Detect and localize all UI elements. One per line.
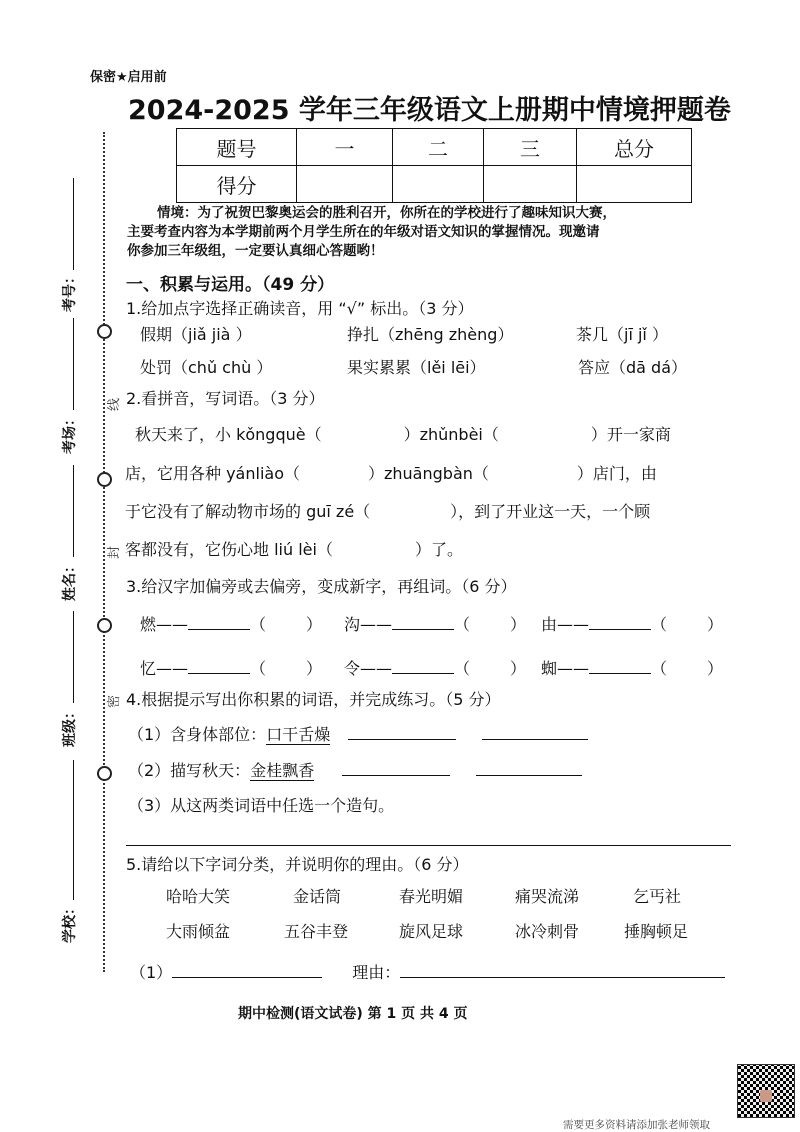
binding-word: 线 xyxy=(107,397,123,412)
qr-avatar-icon xyxy=(760,1090,772,1102)
score-input-cell[interactable] xyxy=(577,166,692,203)
radical-item: 沟—— （ ） xyxy=(344,615,527,634)
text: （1） xyxy=(130,963,173,982)
context-line: 你参加三年级组，一定要认真细心答题哟！ xyxy=(127,243,384,259)
text: ），到了开业这一天，一个顾 xyxy=(450,502,651,521)
score-input-cell[interactable] xyxy=(393,166,484,203)
text: ）开一家商 xyxy=(590,425,671,444)
score-cell: 一 xyxy=(297,129,393,166)
answer-blank[interactable] xyxy=(188,673,250,674)
word-item: 乞丐社 xyxy=(633,887,682,906)
page-title: 2024-2025 学年三年级语文上册期中情境押题卷 xyxy=(128,95,731,126)
question-3-stem: 3.给汉字加偏旁或去偏旁，变成新字，再组词。（6 分） xyxy=(126,577,517,596)
score-cell: 三 xyxy=(484,129,577,166)
text: 理由： xyxy=(352,963,401,982)
text: 于它没有了解动物市场的 guī zé（ xyxy=(125,502,371,521)
answer-blank[interactable] xyxy=(342,775,450,776)
word-item: 金话筒 xyxy=(293,887,342,906)
question-4-part1 xyxy=(128,722,588,745)
answer-blank[interactable] xyxy=(400,977,725,978)
answer-blank[interactable] xyxy=(589,629,651,630)
text: ）zhǔnbèi（ xyxy=(403,425,499,444)
binding-hole xyxy=(97,324,112,339)
radical-item: 令—— （ ） xyxy=(344,659,527,678)
binding-hole xyxy=(97,766,112,781)
answer-blank[interactable] xyxy=(172,977,322,978)
section-title: 一、积累与运用。（49 分） xyxy=(126,275,335,295)
watermark: 需要更多资料请添加张老师领取 xyxy=(563,1119,710,1131)
answer-blank[interactable] xyxy=(348,739,456,740)
example-word: 口干舌燥 xyxy=(266,725,331,744)
text: 店，它用各种 yánliào（ xyxy=(125,464,300,483)
name-input[interactable] xyxy=(73,465,74,557)
question-4-stem: 4.根据提示写出你积累的词语，并完成练习。（5 分） xyxy=(126,690,501,709)
sentence-answer-line[interactable] xyxy=(126,845,731,846)
score-cell: 题号 xyxy=(177,129,297,166)
question-2-stem: 2.看拼音，写词语。（3 分） xyxy=(126,389,325,408)
pinyin-option[interactable]: 果实累累（lěi lēi） xyxy=(347,358,486,377)
text: 客都没有，它伤心地 liú lèi（ xyxy=(125,540,333,559)
answer-blank[interactable] xyxy=(482,739,588,740)
binding-hole xyxy=(97,472,112,487)
school-label: 学校： xyxy=(62,901,78,943)
question-4-part2 xyxy=(128,758,582,781)
question-2-line xyxy=(135,422,671,445)
word-item: 哈哈大笑 xyxy=(166,887,231,906)
text: ）店门，由 xyxy=(576,464,657,483)
question-1-stem: 1.给加点字选择正确读音，用 “√” 标出。（3 分） xyxy=(126,299,474,318)
text: ）zhuāngbàn（ xyxy=(368,464,489,483)
page-footer: 期中检测(语文试卷) 第 1 页 共 4 页 xyxy=(238,1006,468,1022)
confidential-label: 保密★启用前 xyxy=(90,70,167,85)
score-header-row xyxy=(177,129,692,166)
char: 蜘 xyxy=(541,659,558,678)
exam-room-label: 考场： xyxy=(62,412,78,454)
answer-blank[interactable] xyxy=(589,673,651,674)
pinyin-option[interactable]: 茶几（jī jǐ ） xyxy=(576,325,668,344)
score-cell: 总分 xyxy=(577,129,692,166)
radical-item: 蜘—— （ ） xyxy=(541,659,724,678)
exam-room-input[interactable] xyxy=(73,318,74,410)
answer-blank[interactable] xyxy=(476,775,582,776)
word-item: 旋风足球 xyxy=(399,922,464,941)
answer-blank[interactable] xyxy=(188,629,250,630)
char: 由 xyxy=(541,615,558,634)
char: 忆 xyxy=(140,659,157,678)
score-input-cell[interactable] xyxy=(484,166,577,203)
school-input[interactable] xyxy=(73,760,74,900)
score-value-row xyxy=(177,166,692,203)
answer-blank[interactable] xyxy=(392,629,454,630)
char: 令 xyxy=(344,659,361,678)
pinyin-option[interactable]: 挣扎（zhēng zhèng） xyxy=(347,325,514,344)
name-label: 姓名： xyxy=(62,559,78,601)
word-item: 五谷丰登 xyxy=(284,922,349,941)
text: （1）含身体部位： xyxy=(128,725,267,744)
score-input-cell[interactable] xyxy=(297,166,393,203)
score-cell: 二 xyxy=(393,129,484,166)
score-cell: 得分 xyxy=(177,166,297,203)
pinyin-option[interactable]: 答应（dā dá） xyxy=(578,358,688,377)
context-line: 情境：为了祝贺巴黎奥运会的胜利召开，你所在的学校进行了趣味知识大赛， xyxy=(157,205,616,221)
class-label: 班级： xyxy=(62,705,78,747)
question-4-part3: （3）从这两类词语中任选一个造句。 xyxy=(128,796,395,815)
pinyin-option[interactable]: 处罚（chǔ chù ） xyxy=(140,358,273,377)
word-item: 冰冷刺骨 xyxy=(515,922,580,941)
example-word: 金桂飘香 xyxy=(250,761,315,780)
question-2-line xyxy=(125,461,657,484)
exam-number-input[interactable] xyxy=(73,178,74,270)
word-item: 捶胸顿足 xyxy=(624,922,689,941)
char: 燃 xyxy=(140,615,157,634)
pinyin-option[interactable]: 假期（jiǎ jià ） xyxy=(140,325,252,344)
binding-word: 封 xyxy=(107,545,123,560)
text: 秋天来了，小 kǒngquè（ xyxy=(135,425,322,444)
classification-answer-row xyxy=(130,960,725,983)
text: （2）描写秋天： xyxy=(128,761,251,780)
text: ）了。 xyxy=(414,540,463,559)
word-item: 大雨倾盆 xyxy=(166,922,231,941)
answer-blank[interactable] xyxy=(392,673,454,674)
word-item: 春光明媚 xyxy=(399,887,464,906)
class-input[interactable] xyxy=(73,611,74,703)
question-2-line xyxy=(125,499,650,522)
score-table xyxy=(176,128,692,203)
word-item: 痛哭流涕 xyxy=(515,887,580,906)
radical-item: 由—— （ ） xyxy=(541,615,724,634)
binding-word: 密 xyxy=(107,694,123,709)
context-paragraph xyxy=(127,204,737,261)
context-line: 主要考查内容为本学期前两个月学生所在的年级对语文知识的掌握情况。现邀请 xyxy=(127,224,600,240)
radical-item: 燃—— （ ） xyxy=(140,615,323,634)
radical-item: 忆—— （ ） xyxy=(140,659,323,678)
binding-hole xyxy=(97,618,112,633)
question-2-line xyxy=(125,537,463,560)
char: 沟 xyxy=(344,615,361,634)
exam-number-label: 考号： xyxy=(62,270,78,312)
question-5-stem: 5.请给以下字词分类，并说明你的理由。（6 分） xyxy=(126,855,469,874)
